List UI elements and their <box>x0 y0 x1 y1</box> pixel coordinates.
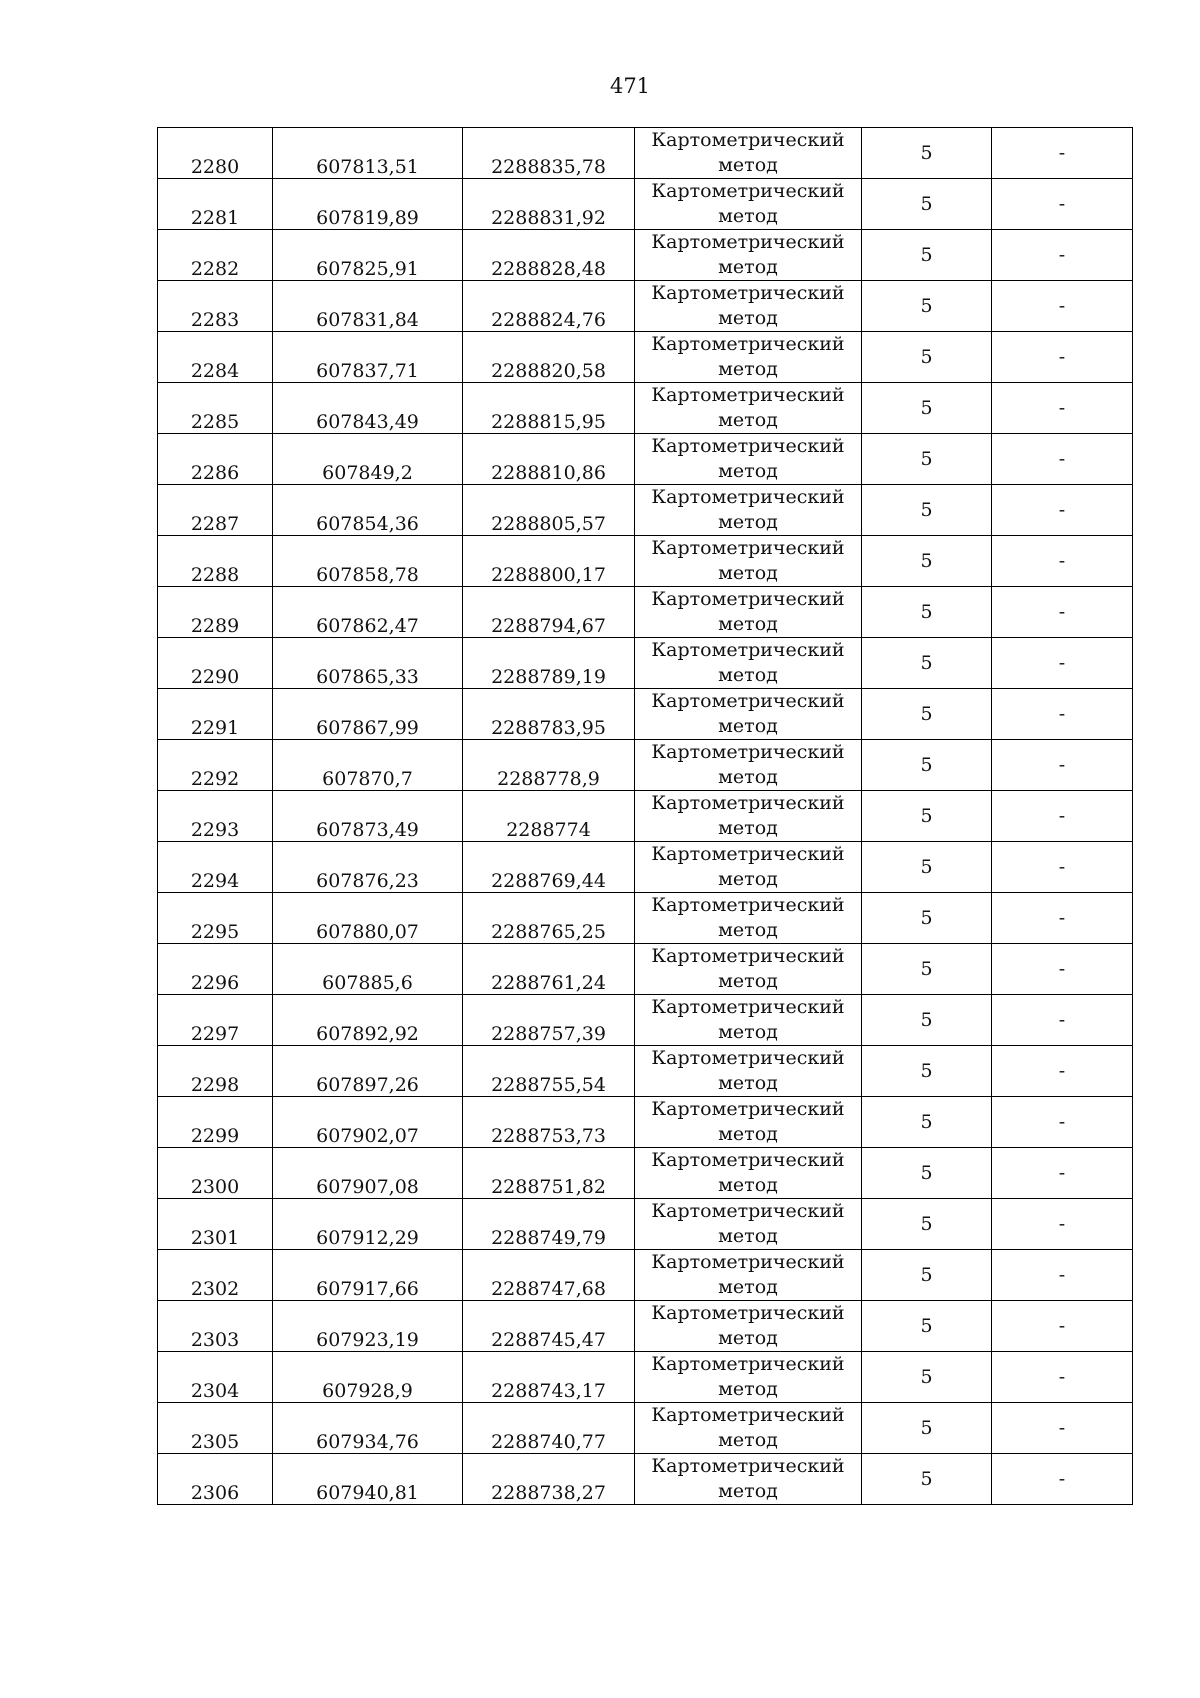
y-coordinate-cell: 2288820,58 <box>463 332 635 383</box>
point-number-cell: 2281 <box>158 179 273 230</box>
accuracy-cell: 5 <box>862 1301 992 1352</box>
y-coordinate-cell: 2288774 <box>463 791 635 842</box>
method-line-2: метод <box>718 460 778 482</box>
method-line-1: Картометрический <box>651 1251 845 1273</box>
y-coordinate-cell: 2288783,95 <box>463 689 635 740</box>
note-cell: - <box>992 638 1133 689</box>
note-cell: - <box>992 587 1133 638</box>
y-coordinate-cell: 2288745,47 <box>463 1301 635 1352</box>
x-coordinate-cell: 607813,51 <box>273 128 463 179</box>
x-coordinate-cell: 607892,92 <box>273 995 463 1046</box>
method-cell <box>635 587 862 638</box>
note-cell: - <box>992 383 1133 434</box>
accuracy-cell: 5 <box>862 791 992 842</box>
y-coordinate-cell: 2288738,27 <box>463 1454 635 1505</box>
y-coordinate-cell: 2288743,17 <box>463 1352 635 1403</box>
method-line-1: Картометрический <box>651 231 845 253</box>
method-line-1: Картометрический <box>651 690 845 712</box>
point-number-cell: 2305 <box>158 1403 273 1454</box>
method-line-2: метод <box>718 562 778 584</box>
table-row <box>158 383 1133 434</box>
table-row <box>158 791 1133 842</box>
point-number-cell: 2291 <box>158 689 273 740</box>
method-line-1: Картометрический <box>651 639 845 661</box>
method-line-1: Картометрический <box>651 282 845 304</box>
note-cell: - <box>992 1403 1133 1454</box>
y-coordinate-cell: 2288778,9 <box>463 740 635 791</box>
accuracy-cell: 5 <box>862 230 992 281</box>
method-line-2: метод <box>718 1378 778 1400</box>
note-cell: - <box>992 1199 1133 1250</box>
accuracy-cell: 5 <box>862 638 992 689</box>
point-number-cell: 2289 <box>158 587 273 638</box>
method-line-1: Картометрический <box>651 1098 845 1120</box>
coordinates-table <box>157 127 1133 1505</box>
method-cell <box>635 281 862 332</box>
method-cell <box>635 536 862 587</box>
accuracy-cell: 5 <box>862 179 992 230</box>
accuracy-cell: 5 <box>862 281 992 332</box>
point-number-cell: 2302 <box>158 1250 273 1301</box>
table-row <box>158 587 1133 638</box>
method-cell <box>635 128 862 179</box>
method-line-2: метод <box>718 256 778 278</box>
y-coordinate-cell: 2288815,95 <box>463 383 635 434</box>
point-number-cell: 2301 <box>158 1199 273 1250</box>
method-cell <box>635 332 862 383</box>
table-row <box>158 740 1133 791</box>
accuracy-cell: 5 <box>862 1097 992 1148</box>
point-number-cell: 2288 <box>158 536 273 587</box>
accuracy-cell: 5 <box>862 740 992 791</box>
method-cell <box>635 179 862 230</box>
table-row <box>158 332 1133 383</box>
method-line-1: Картометрический <box>651 384 845 406</box>
point-number-cell: 2295 <box>158 893 273 944</box>
accuracy-cell: 5 <box>862 587 992 638</box>
method-line-2: метод <box>718 511 778 533</box>
method-line-2: метод <box>718 1072 778 1094</box>
note-cell: - <box>992 842 1133 893</box>
x-coordinate-cell: 607867,99 <box>273 689 463 740</box>
method-cell <box>635 1454 862 1505</box>
accuracy-cell: 5 <box>862 434 992 485</box>
x-coordinate-cell: 607880,07 <box>273 893 463 944</box>
method-cell <box>635 638 862 689</box>
method-cell <box>635 842 862 893</box>
note-cell: - <box>992 128 1133 179</box>
method-cell <box>635 995 862 1046</box>
x-coordinate-cell: 607865,33 <box>273 638 463 689</box>
table-row <box>158 893 1133 944</box>
method-line-2: метод <box>718 409 778 431</box>
note-cell: - <box>992 332 1133 383</box>
method-line-2: метод <box>718 1225 778 1247</box>
note-cell: - <box>992 281 1133 332</box>
y-coordinate-cell: 2288824,76 <box>463 281 635 332</box>
method-cell <box>635 944 862 995</box>
note-cell: - <box>992 179 1133 230</box>
method-line-1: Картометрический <box>651 486 845 508</box>
x-coordinate-cell: 607854,36 <box>273 485 463 536</box>
y-coordinate-cell: 2288800,17 <box>463 536 635 587</box>
table-row <box>158 689 1133 740</box>
x-coordinate-cell: 607858,78 <box>273 536 463 587</box>
accuracy-cell: 5 <box>862 383 992 434</box>
point-number-cell: 2283 <box>158 281 273 332</box>
method-line-1: Картометрический <box>651 129 845 151</box>
point-number-cell: 2290 <box>158 638 273 689</box>
point-number-cell: 2280 <box>158 128 273 179</box>
method-line-2: метод <box>718 613 778 635</box>
table-row <box>158 995 1133 1046</box>
x-coordinate-cell: 607917,66 <box>273 1250 463 1301</box>
point-number-cell: 2298 <box>158 1046 273 1097</box>
note-cell: - <box>992 1148 1133 1199</box>
x-coordinate-cell: 607873,49 <box>273 791 463 842</box>
x-coordinate-cell: 607876,23 <box>273 842 463 893</box>
method-cell <box>635 1301 862 1352</box>
table-row <box>158 179 1133 230</box>
table-row <box>158 281 1133 332</box>
table-row <box>158 1046 1133 1097</box>
method-cell <box>635 1046 862 1097</box>
method-cell <box>635 1097 862 1148</box>
x-coordinate-cell: 607849,2 <box>273 434 463 485</box>
accuracy-cell: 5 <box>862 1403 992 1454</box>
note-cell: - <box>992 1250 1133 1301</box>
y-coordinate-cell: 2288757,39 <box>463 995 635 1046</box>
method-cell <box>635 1250 862 1301</box>
note-cell: - <box>992 1454 1133 1505</box>
x-coordinate-cell: 607912,29 <box>273 1199 463 1250</box>
accuracy-cell: 5 <box>862 1199 992 1250</box>
table-row <box>158 1301 1133 1352</box>
method-line-2: метод <box>718 1429 778 1451</box>
y-coordinate-cell: 2288751,82 <box>463 1148 635 1199</box>
note-cell: - <box>992 944 1133 995</box>
method-line-1: Картометрический <box>651 435 845 457</box>
note-cell: - <box>992 995 1133 1046</box>
point-number-cell: 2284 <box>158 332 273 383</box>
method-cell <box>635 383 862 434</box>
x-coordinate-cell: 607843,49 <box>273 383 463 434</box>
accuracy-cell: 5 <box>862 1148 992 1199</box>
method-line-2: метод <box>718 817 778 839</box>
method-line-1: Картометрический <box>651 741 845 763</box>
method-line-1: Картометрический <box>651 588 845 610</box>
point-number-cell: 2293 <box>158 791 273 842</box>
note-cell: - <box>992 485 1133 536</box>
point-number-cell: 2286 <box>158 434 273 485</box>
method-line-1: Картометрический <box>651 180 845 202</box>
table-row <box>158 638 1133 689</box>
y-coordinate-cell: 2288765,25 <box>463 893 635 944</box>
table-row <box>158 944 1133 995</box>
accuracy-cell: 5 <box>862 128 992 179</box>
note-cell: - <box>992 791 1133 842</box>
table-row <box>158 536 1133 587</box>
method-line-1: Картометрический <box>651 1353 845 1375</box>
y-coordinate-cell: 2288831,92 <box>463 179 635 230</box>
x-coordinate-cell: 607897,26 <box>273 1046 463 1097</box>
method-cell <box>635 689 862 740</box>
method-cell <box>635 791 862 842</box>
point-number-cell: 2300 <box>158 1148 273 1199</box>
method-line-1: Картометрический <box>651 1200 845 1222</box>
table-row <box>158 1097 1133 1148</box>
accuracy-cell: 5 <box>862 1046 992 1097</box>
table-row <box>158 1199 1133 1250</box>
note-cell: - <box>992 1301 1133 1352</box>
method-line-1: Картометрический <box>651 1047 845 1069</box>
method-line-2: метод <box>718 766 778 788</box>
point-number-cell: 2282 <box>158 230 273 281</box>
point-number-cell: 2296 <box>158 944 273 995</box>
table-row <box>158 230 1133 281</box>
accuracy-cell: 5 <box>862 995 992 1046</box>
y-coordinate-cell: 2288789,19 <box>463 638 635 689</box>
accuracy-cell: 5 <box>862 893 992 944</box>
x-coordinate-cell: 607819,89 <box>273 179 463 230</box>
method-cell <box>635 1403 862 1454</box>
method-cell <box>635 434 862 485</box>
note-cell: - <box>992 893 1133 944</box>
point-number-cell: 2294 <box>158 842 273 893</box>
coordinates-table-body <box>158 128 1133 1505</box>
table-row <box>158 1352 1133 1403</box>
method-cell <box>635 1352 862 1403</box>
method-line-1: Картометрический <box>651 843 845 865</box>
method-cell <box>635 893 862 944</box>
method-line-1: Картометрический <box>651 1455 845 1477</box>
table-row <box>158 1403 1133 1454</box>
note-cell: - <box>992 434 1133 485</box>
method-line-1: Картометрический <box>651 537 845 559</box>
accuracy-cell: 5 <box>862 1454 992 1505</box>
y-coordinate-cell: 2288749,79 <box>463 1199 635 1250</box>
method-cell <box>635 1148 862 1199</box>
accuracy-cell: 5 <box>862 842 992 893</box>
y-coordinate-cell: 2288761,24 <box>463 944 635 995</box>
y-coordinate-cell: 2288810,86 <box>463 434 635 485</box>
method-line-2: метод <box>718 715 778 737</box>
method-line-2: метод <box>718 1480 778 1502</box>
x-coordinate-cell: 607825,91 <box>273 230 463 281</box>
method-line-2: метод <box>718 868 778 890</box>
method-line-2: метод <box>718 1174 778 1196</box>
page-number: 471 <box>609 74 651 98</box>
point-number-cell: 2297 <box>158 995 273 1046</box>
accuracy-cell: 5 <box>862 1352 992 1403</box>
note-cell: - <box>992 536 1133 587</box>
note-cell: - <box>992 230 1133 281</box>
method-line-2: метод <box>718 154 778 176</box>
table-row <box>158 434 1133 485</box>
point-number-cell: 2287 <box>158 485 273 536</box>
y-coordinate-cell: 2288805,57 <box>463 485 635 536</box>
y-coordinate-cell: 2288835,78 <box>463 128 635 179</box>
x-coordinate-cell: 607907,08 <box>273 1148 463 1199</box>
accuracy-cell: 5 <box>862 485 992 536</box>
method-line-1: Картометрический <box>651 1149 845 1171</box>
point-number-cell: 2299 <box>158 1097 273 1148</box>
point-number-cell: 2292 <box>158 740 273 791</box>
method-line-2: метод <box>718 1021 778 1043</box>
method-line-1: Картометрический <box>651 945 845 967</box>
method-line-1: Картометрический <box>651 792 845 814</box>
method-line-2: метод <box>718 205 778 227</box>
point-number-cell: 2304 <box>158 1352 273 1403</box>
accuracy-cell: 5 <box>862 536 992 587</box>
x-coordinate-cell: 607940,81 <box>273 1454 463 1505</box>
table-row <box>158 1250 1133 1301</box>
method-cell <box>635 230 862 281</box>
y-coordinate-cell: 2288769,44 <box>463 842 635 893</box>
x-coordinate-cell: 607870,7 <box>273 740 463 791</box>
method-line-2: метод <box>718 1123 778 1145</box>
table-row <box>158 1454 1133 1505</box>
note-cell: - <box>992 1097 1133 1148</box>
note-cell: - <box>992 689 1133 740</box>
method-line-2: метод <box>718 1276 778 1298</box>
method-line-2: метод <box>718 358 778 380</box>
note-cell: - <box>992 1352 1133 1403</box>
point-number-cell: 2306 <box>158 1454 273 1505</box>
x-coordinate-cell: 607885,6 <box>273 944 463 995</box>
table-row <box>158 842 1133 893</box>
table-row <box>158 128 1133 179</box>
method-line-2: метод <box>718 664 778 686</box>
y-coordinate-cell: 2288753,73 <box>463 1097 635 1148</box>
point-number-cell: 2285 <box>158 383 273 434</box>
method-line-2: метод <box>718 1327 778 1349</box>
accuracy-cell: 5 <box>862 689 992 740</box>
x-coordinate-cell: 607831,84 <box>273 281 463 332</box>
method-cell <box>635 485 862 536</box>
method-cell <box>635 740 862 791</box>
accuracy-cell: 5 <box>862 1250 992 1301</box>
x-coordinate-cell: 607862,47 <box>273 587 463 638</box>
x-coordinate-cell: 607837,71 <box>273 332 463 383</box>
method-cell <box>635 1199 862 1250</box>
method-line-1: Картометрический <box>651 996 845 1018</box>
method-line-2: метод <box>718 307 778 329</box>
method-line-2: метод <box>718 970 778 992</box>
y-coordinate-cell: 2288794,67 <box>463 587 635 638</box>
x-coordinate-cell: 607934,76 <box>273 1403 463 1454</box>
point-number-cell: 2303 <box>158 1301 273 1352</box>
table-row <box>158 1148 1133 1199</box>
table-row <box>158 485 1133 536</box>
method-line-1: Картометрический <box>651 1404 845 1426</box>
y-coordinate-cell: 2288755,54 <box>463 1046 635 1097</box>
method-line-2: метод <box>718 919 778 941</box>
x-coordinate-cell: 607902,07 <box>273 1097 463 1148</box>
accuracy-cell: 5 <box>862 332 992 383</box>
method-line-1: Картометрический <box>651 1302 845 1324</box>
x-coordinate-cell: 607928,9 <box>273 1352 463 1403</box>
y-coordinate-cell: 2288828,48 <box>463 230 635 281</box>
y-coordinate-cell: 2288747,68 <box>463 1250 635 1301</box>
note-cell: - <box>992 740 1133 791</box>
note-cell: - <box>992 1046 1133 1097</box>
y-coordinate-cell: 2288740,77 <box>463 1403 635 1454</box>
method-line-1: Картометрический <box>651 894 845 916</box>
method-line-1: Картометрический <box>651 333 845 355</box>
accuracy-cell: 5 <box>862 944 992 995</box>
x-coordinate-cell: 607923,19 <box>273 1301 463 1352</box>
